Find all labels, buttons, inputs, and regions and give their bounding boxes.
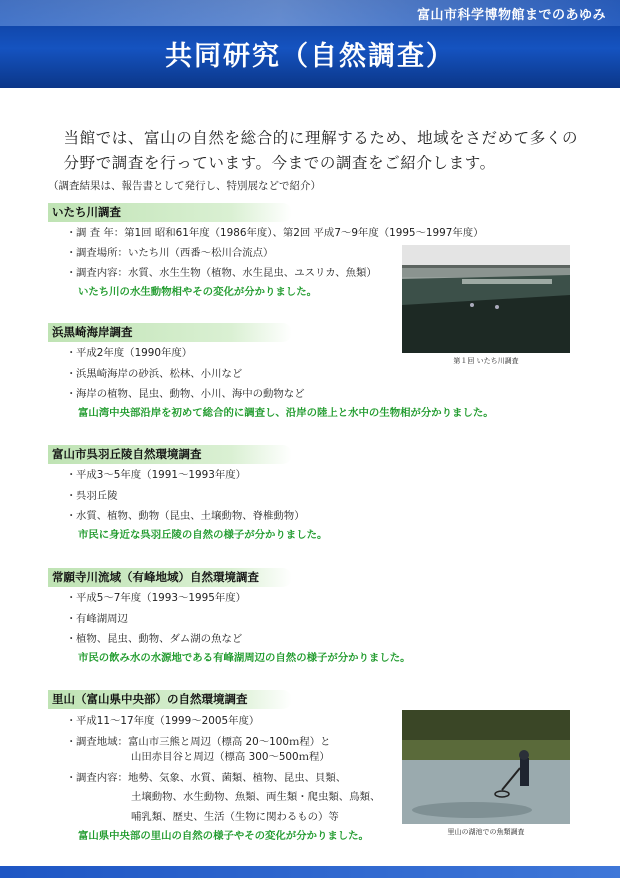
list-item: ・海岸の植物、昆虫、動物、小川、海中の動物など <box>66 388 305 400</box>
list-item: ・平成5～7年度（1993～1995年度） <box>66 592 247 604</box>
bullet: ・ <box>66 490 77 502</box>
bullet: ・ <box>66 469 77 481</box>
bullet: ・ <box>66 368 77 380</box>
bullet: ・ <box>66 592 77 604</box>
photo-caption-2: 里山の湖池での魚類調査 <box>447 828 525 836</box>
list-item: ・調査内容：水質、水生生物（植物、水生昆虫、ユスリカ、魚類） <box>66 267 377 279</box>
list-item: ・呉羽丘陵 <box>66 490 118 502</box>
intro-line-2: 分野で調査を行っています。今までの調査をご紹介します。 <box>63 154 496 172</box>
section-summary: いたち川の水生動物相やその変化が分かりました。 <box>78 286 317 298</box>
list-item: ・水質、植物、動物（昆虫、土壌動物、脊椎動物） <box>66 510 305 522</box>
list-item-continuation: 山田赤目谷と周辺（標高 300～500ｍ程） <box>131 751 330 763</box>
intro-text <box>48 126 588 176</box>
photo-itachi-river-survey <box>402 245 570 353</box>
list-item: ・平成3～5年度（1991～1993年度） <box>66 469 247 481</box>
bullet: ・ <box>66 347 77 359</box>
list-item-continuation: 哺乳類、歴史、生活（生物に関わるもの）等 <box>131 811 339 823</box>
section-summary: 富山湾中央部沿岸を初めて総合的に調査し、沿岸の陸上と水中の生物相が分かりました。 <box>78 407 494 419</box>
list-item: ・浜黒崎海岸の砂浜、松林、小川など <box>66 368 243 380</box>
list-item: ・植物、昆虫、動物、ダム湖の魚など <box>66 633 243 645</box>
list-item: ・平成11～17年度（1999～2005年度） <box>66 715 260 727</box>
section-title-hamakurosaki: 浜黒崎海岸調査 <box>48 323 292 342</box>
list-item: ・調査内容：地勢、気象、水質、菌類、植物、昆虫、貝類、 <box>66 772 347 784</box>
bullet: ・ <box>66 736 77 748</box>
section-summary: 市民の飲み水の水源地である有峰湖周辺の自然の様子が分かりました。 <box>78 652 411 664</box>
series-title: 富山市科学博物館までのあゆみ <box>416 8 606 23</box>
section-title-itachi: いたち川調査 <box>48 203 292 222</box>
list-item: ・調 査 年：第1回 昭和61年度（1986年度）、第2回 平成7～9年度（1995～1997年度） <box>66 227 484 239</box>
list-item: ・調査地域：富山市三熊と周辺（標高 20～100ｍ程）と <box>66 736 331 748</box>
intro-note: （調査結果は、報告書として発行し、特別展などで紹介） <box>48 180 321 192</box>
photo-caption-1: 第１回 いたち川調査 <box>453 357 519 365</box>
section-title-joganji: 常願寺川流域（有峰地域）自然環境調査 <box>48 568 292 587</box>
intro-line-1: 当館では、富山の自然を総合的に理解するため、地域をさだめて多くの <box>63 129 579 147</box>
bullet: ・ <box>66 510 77 522</box>
bullet: ・ <box>66 247 77 259</box>
pond-scene-illustration <box>402 710 570 824</box>
bullet: ・ <box>66 633 77 645</box>
page-title: 共同研究（自然調査） <box>165 41 455 72</box>
bullet: ・ <box>66 772 77 784</box>
river-scene-illustration <box>402 245 570 353</box>
section-title-kureha: 富山市呉羽丘陵自然環境調査 <box>48 445 292 464</box>
section-title-satoyama: 里山（富山県中央部）の自然環境調査 <box>48 690 292 709</box>
footer-bar <box>0 866 620 878</box>
header-banner <box>0 0 620 88</box>
list-item: ・平成2年度（1990年度） <box>66 347 193 359</box>
bullet: ・ <box>66 227 77 239</box>
list-item-continuation: 土壌動物、水生動物、魚類、両生類・爬虫類、鳥類、 <box>131 791 381 803</box>
bullet: ・ <box>66 715 77 727</box>
list-item: ・調査場所：いたち川（西番～松川合流点） <box>66 247 274 259</box>
section-summary: 富山県中央部の里山の自然の様子やその変化が分かりました。 <box>78 830 369 842</box>
bullet: ・ <box>66 267 77 279</box>
list-item: ・有峰湖周辺 <box>66 613 128 625</box>
section-summary: 市民に身近な呉羽丘陵の自然の様子が分かりました。 <box>78 529 328 541</box>
photo-satoyama-fish-survey <box>402 710 570 824</box>
bullet: ・ <box>66 613 77 625</box>
bullet: ・ <box>66 388 77 400</box>
